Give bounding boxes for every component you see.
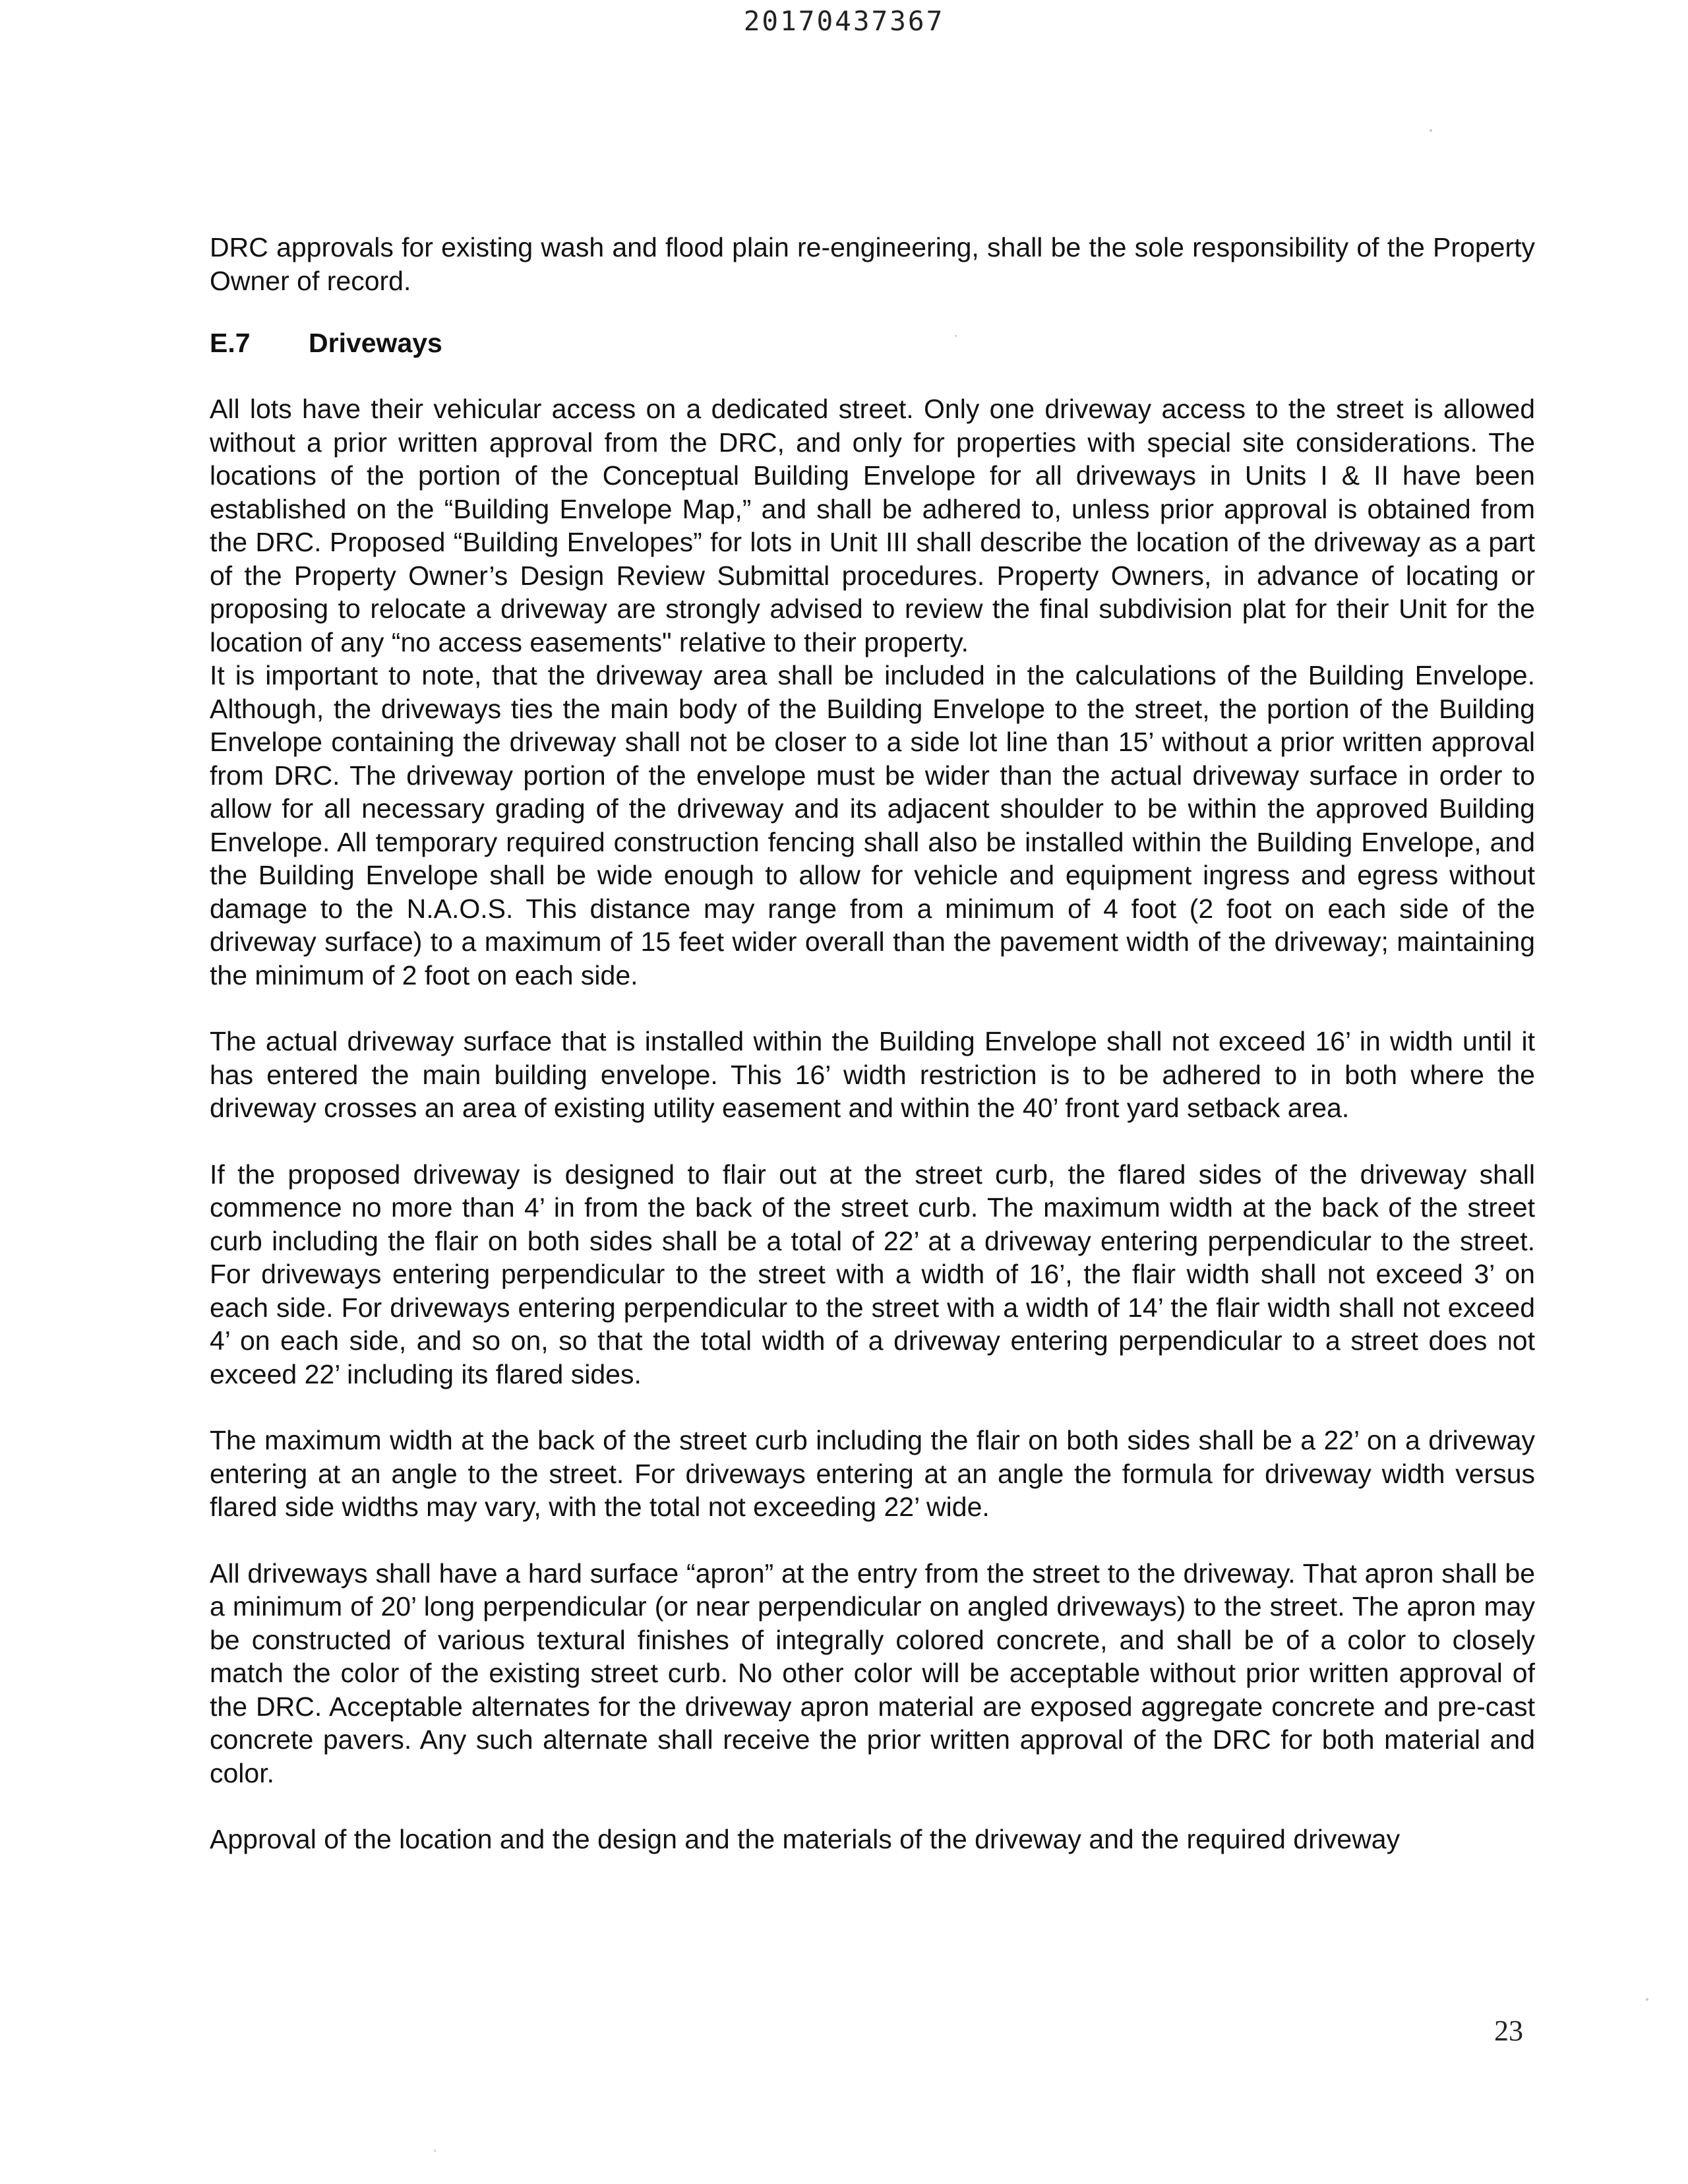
document-number: 20170437367 [743,5,945,37]
paragraph: If the proposed driveway is designed to flair out at the street curb, the flared sides of the driveway shall commence no more than 4’ in from the back of the street curb. The maximum width at the back of the street curb including the flair on both sides shall be a total of 22’ at a driveway entering perpendicular to the street. For driveways entering perpendicular to the street with a width of 16’, the flair width shall not exceed 3’ on each side. For driveways entering perpendicular to the street with a width of 14’ the flair width shall not exceed 4’ on each side, and so on, so that the total width of a driveway entering perpendicular to a street does not exceed 22’ including its flared sides. [210,1159,1535,1389]
paragraph: The maximum width at the back of the street curb including the flair on both sides shall be a 22’ on a driveway entering at an angle to the street. For driveways entering at an angle the formula for driveway width versus flared side widths may vary, with the total not exceeding 22’ wide. [210,1425,1535,1522]
paragraph: The actual driveway surface that is installed within the Building Envelope shall not exceed 16’ in width until it has entered the main building envelope. This 16’ width restriction is to be adhered to in both where the driveway crosses an area of existing utility easement and within the 40’ front yard setback area. [210,1026,1535,1123]
paragraph: All lots have their vehicular access on a dedicated street. Only one driveway access to the street is allowed without a prior written approval from the DRC, and only for properties with special site considerations. The locations of the portion of the Conceptual Building Envelope for all driveways in Units I & II have been established on the “Building Envelope Map,” and shall be adhered to, unless prior approval is obtained from the DRC. Proposed “Building Envelopes” for lots in Unit III shall describe the location of the driveway as a part of the Property Owner’s Design Review Submittal procedures. Property Owners, in advance of locating or proposing to relocate a driveway are strongly advised to review the final subdivision plat for their Unit for the location of any “no access easements" relative to their property. [210,394,1535,657]
scan-speck [1646,1998,1648,2001]
section-number: E.7 [210,328,251,358]
document-body [210,231,1535,1856]
paragraph: It is important to note, that the driveway area shall be included in the calculations of the Building Envelope. Although, the driveways ties the main body of the Building Envelope to the street, the portion of the Building Envelope containing the driveway shall not be closer to a side lot line than 15’ without a prior written approval from DRC. The driveway portion of the envelope must be wider than the actual driveway surface in order to allow for all necessary grading of the driveway and its adjacent shoulder to be within the approved Building Envelope. All temporary required construction fencing shall also be installed within the Building Envelope, and the Building Envelope shall be wide enough to allow for vehicle and equipment ingress and egress without damage to the N.A.O.S. This distance may range from a minimum of 4 foot (2 foot on each side of the driveway surface) to a maximum of 15 feet wider overall than the pavement width of the driveway; maintaining the minimum of 2 foot on each side. [210,660,1535,990]
intro-paragraph: DRC approvals for existing wash and flood plain re-engineering, shall be the sole responsibility of the Property Owner of record. [210,232,1535,296]
section-title: Driveways [309,328,442,358]
scan-speck [434,2150,436,2152]
paragraph: All driveways shall have a hard surface “apron” at the entry from the street to the driveway. That apron shall be a minimum of 20’ long perpendicular (or near perpendicular on angled driveways) to the street. The apron may be constructed of various textural finishes of integrally colored concrete, and shall be of a color to closely match the color of the existing street curb. No other color will be acceptable without prior written approval of the DRC. Acceptable alternates for the driveway apron material are exposed aggregate concrete and pre-cast concrete pavers. Any such alternate shall receive the prior written approval of the DRC for both material and color. [210,1558,1535,1788]
scan-speck [955,335,957,337]
scan-speck [1430,129,1432,132]
section-heading [210,326,1535,359]
page-number: 23 [1494,2015,1523,2047]
paragraph: Approval of the location and the design and the materials of the driveway and the required driveway [210,1824,1401,1854]
